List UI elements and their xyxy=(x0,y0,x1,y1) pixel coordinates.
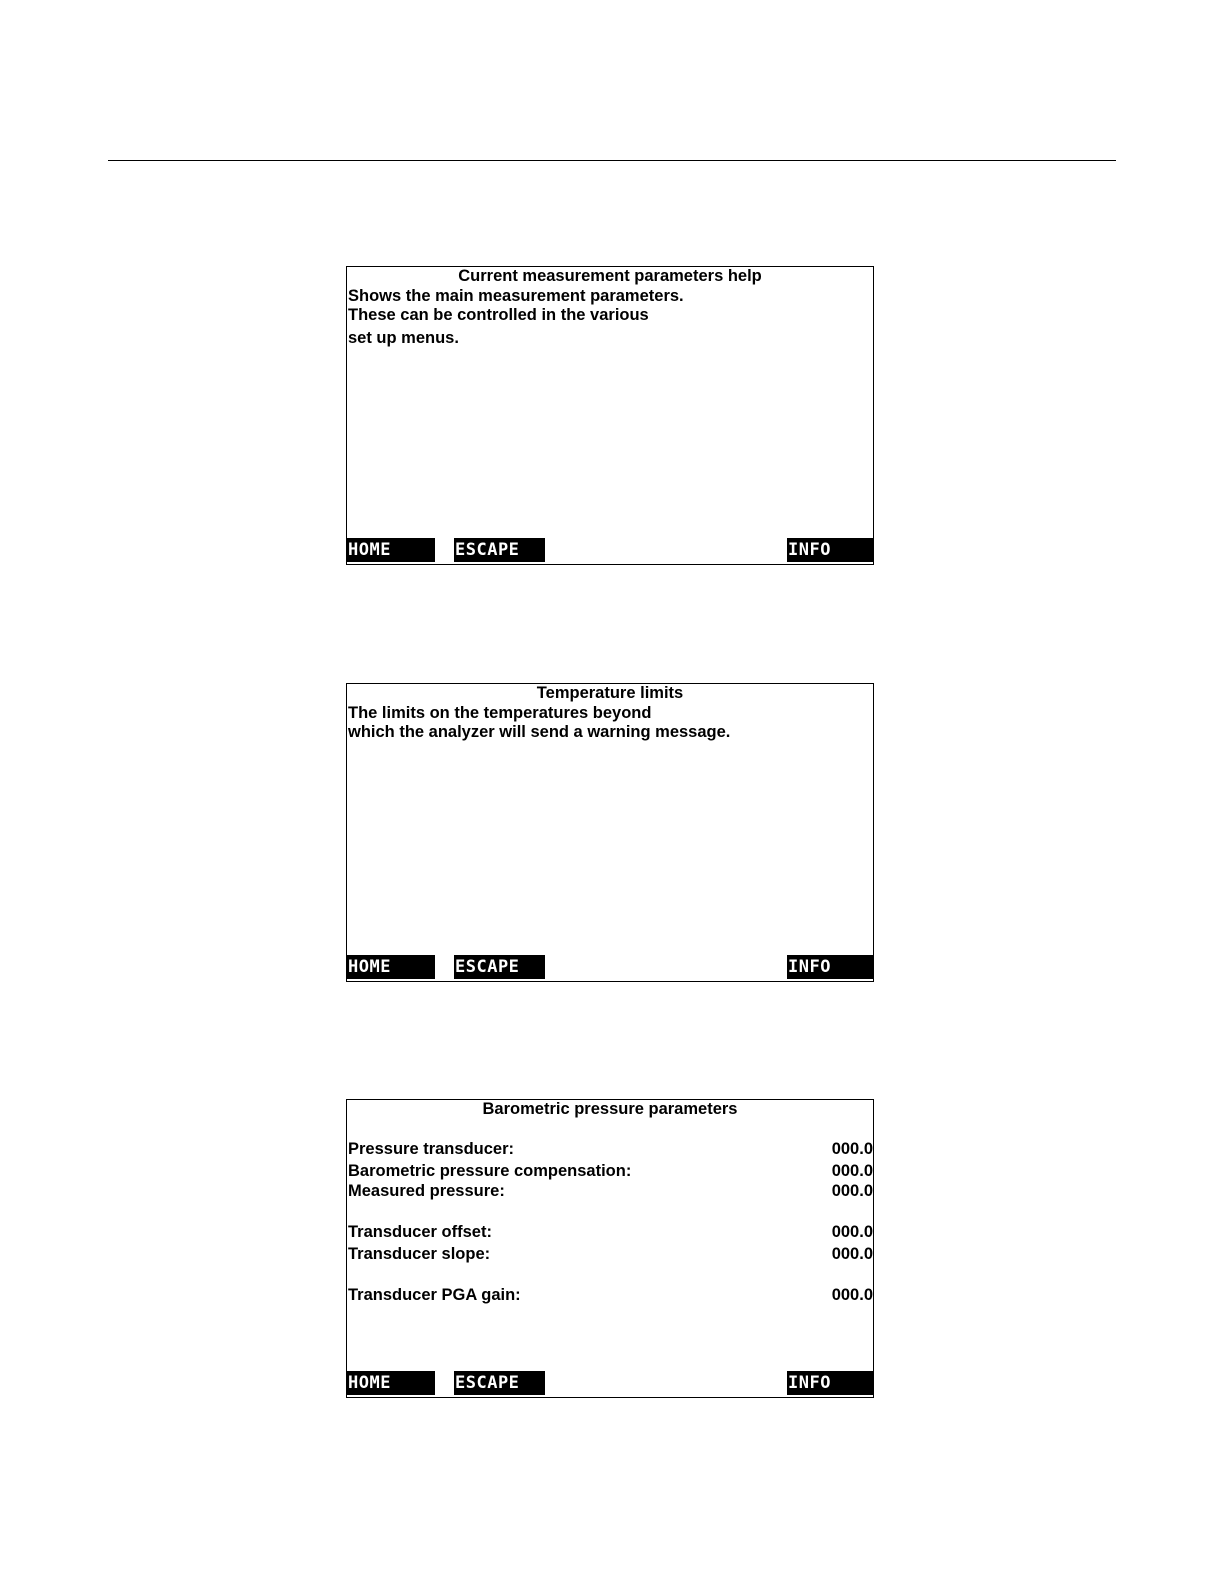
help-text-line: Shows the main measurement parameters. xyxy=(348,287,684,305)
transducer-slope-value: 000.0 xyxy=(831,1245,873,1263)
help-screen-current-measurement xyxy=(346,266,874,565)
home-softkey[interactable]: HOME xyxy=(347,1371,435,1395)
transducer-offset-value: 000.0 xyxy=(831,1223,873,1241)
measured-pressure-label: Measured pressure: xyxy=(348,1182,505,1200)
transducer-pga-gain-label: Transducer PGA gain: xyxy=(348,1286,521,1304)
help-text-line: set up menus. xyxy=(348,329,459,347)
pressure-transducer-value: 000.0 xyxy=(831,1140,873,1158)
screen-title: Barometric pressure parameters xyxy=(482,1100,738,1118)
escape-softkey[interactable]: ESCAPE xyxy=(454,538,545,562)
help-text-line: which the analyzer will send a warning message. xyxy=(348,723,731,741)
pressure-transducer-label: Pressure transducer: xyxy=(348,1140,514,1158)
info-softkey[interactable]: INFO xyxy=(787,1371,873,1395)
transducer-pga-gain-value: 000.0 xyxy=(831,1286,873,1304)
help-screen-temperature-limits xyxy=(346,683,874,982)
home-softkey[interactable]: HOME xyxy=(347,955,435,979)
home-softkey[interactable]: HOME xyxy=(347,538,435,562)
help-text-line: These can be controlled in the various xyxy=(348,306,649,324)
info-softkey[interactable]: INFO xyxy=(787,955,873,979)
escape-softkey[interactable]: ESCAPE xyxy=(454,955,545,979)
screen-title: Temperature limits xyxy=(536,684,684,702)
barometric-compensation-label: Barometric pressure compensation: xyxy=(348,1162,632,1180)
transducer-slope-label: Transducer slope: xyxy=(348,1245,491,1263)
measured-pressure-value: 000.0 xyxy=(831,1182,873,1200)
transducer-offset-label: Transducer offset: xyxy=(348,1223,492,1241)
escape-softkey[interactable]: ESCAPE xyxy=(454,1371,545,1395)
help-text-line: The limits on the temperatures beyond xyxy=(348,704,652,722)
barometric-pressure-screen xyxy=(346,1099,874,1398)
page-header-rule xyxy=(108,160,1116,161)
screen-title: Current measurement parameters help xyxy=(458,267,762,285)
barometric-compensation-value: 000.0 xyxy=(831,1162,873,1180)
info-softkey[interactable]: INFO xyxy=(787,538,873,562)
